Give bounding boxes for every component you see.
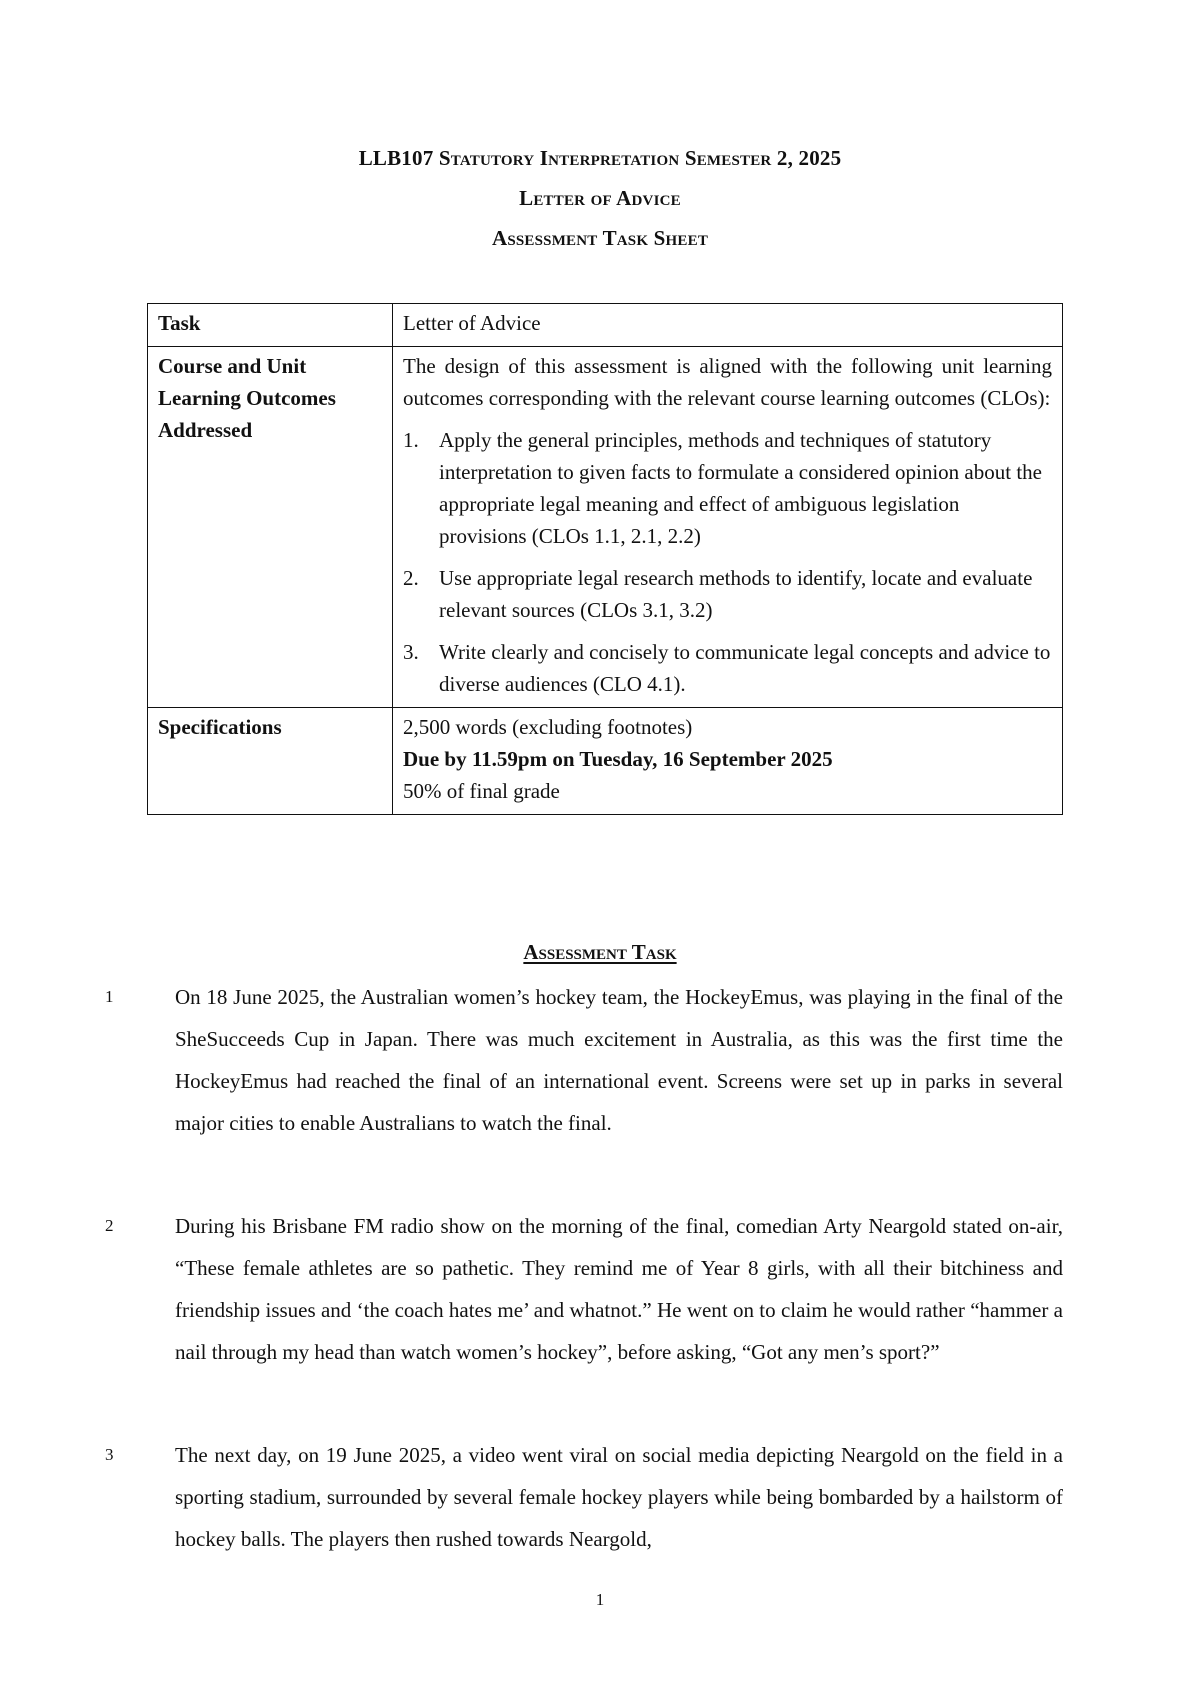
list-item-text: Apply the general principles, methods and techniques of statutory interpretation to given facts to formulate a considered opinion about the appropriate legal meaning and effect of ambiguous legislation provisions (CLOs 1.1, 2.1, 2.2) bbox=[439, 428, 1042, 548]
paragraph-number: 2 bbox=[105, 1216, 114, 1235]
section-heading: Assessment Task bbox=[523, 940, 677, 964]
task-value bbox=[393, 304, 1063, 347]
document-type-heading: Assessment Task Sheet bbox=[491, 226, 709, 250]
paragraph-text: On 18 June 2025, the Australian women’s hockey team, the HockeyEmus, was playing in the final of the SheSucceeds Cup in Japan. There was much excitement in Australia, as this was the first time the HockeyEmus had reached the final of an international event. Screens were set up in parks in several major cities to enable Australians to watch the final. bbox=[175, 985, 1063, 1135]
list-item-text: Use appropriate legal research methods to identify, locate and evaluate relevant sources (CLOs 3.1, 3.2) bbox=[439, 566, 1033, 622]
table-row-outcomes bbox=[148, 347, 1063, 708]
list-item bbox=[403, 636, 1052, 700]
document-title: LLB107 Statutory Interpretation Semester 2, 2025 bbox=[358, 146, 842, 170]
table-row-specifications bbox=[148, 708, 1063, 815]
numbered-paragraph bbox=[105, 1434, 1063, 1560]
task-label: Task bbox=[148, 304, 393, 347]
paragraph-number: 3 bbox=[105, 1445, 114, 1464]
list-item-number: 1. bbox=[403, 428, 419, 452]
list-item-number: 3. bbox=[403, 640, 419, 664]
list-item-text: Write clearly and concisely to communicate legal concepts and advice to diverse audiences (CLO 4.1). bbox=[439, 640, 1051, 696]
table-row-task bbox=[148, 304, 1063, 347]
outcomes-list bbox=[403, 424, 1052, 700]
specifications-label: Specifications bbox=[148, 708, 393, 815]
paragraph-text: The next day, on 19 June 2025, a video went viral on social media depicting Neargold on the field in a sporting stadium, surrounded by several female hockey players while being bombarded by a hailstorm of hockey balls. The players then rushed towards Neargold, bbox=[175, 1443, 1063, 1551]
numbered-paragraph bbox=[105, 1205, 1063, 1373]
due-date: Due by 11.59pm on Tuesday, 16 September 2025 bbox=[403, 747, 833, 771]
grade-weight: 50% of final grade bbox=[403, 779, 560, 803]
word-limit: 2,500 words (excluding footnotes) bbox=[403, 715, 693, 739]
document-subtitle: Letter of Advice bbox=[519, 186, 681, 210]
page-number: 1 bbox=[595, 1590, 605, 1609]
numbered-paragraph bbox=[105, 976, 1063, 1144]
task-details-table bbox=[147, 303, 1063, 815]
specifications-value bbox=[393, 708, 1063, 815]
outcomes-value bbox=[393, 347, 1063, 708]
paragraph-number: 1 bbox=[105, 987, 114, 1006]
paragraph-text: During his Brisbane FM radio show on the morning of the final, comedian Arty Neargold stated on-air, “These female athletes are so pathetic. They remind me of Year 8 girls, with all their bitchiness and friendship issues and ‘the coach hates me’ and whatnot.” He went on to claim he would rather “hammer a nail through my head than watch women’s hockey”, before asking, “Got any men’s sport?” bbox=[175, 1214, 1063, 1364]
outcomes-label: Course and Unit Learning Outcomes Addressed bbox=[148, 347, 393, 708]
outcomes-intro: The design of this assessment is aligned with the following unit learning outcomes corresponding with the relevant course learning outcomes (CLOs): bbox=[403, 354, 1052, 410]
list-item bbox=[403, 562, 1052, 626]
list-item-number: 2. bbox=[403, 566, 419, 590]
task-value-text: Letter of Advice bbox=[403, 311, 541, 335]
list-item bbox=[403, 424, 1052, 552]
